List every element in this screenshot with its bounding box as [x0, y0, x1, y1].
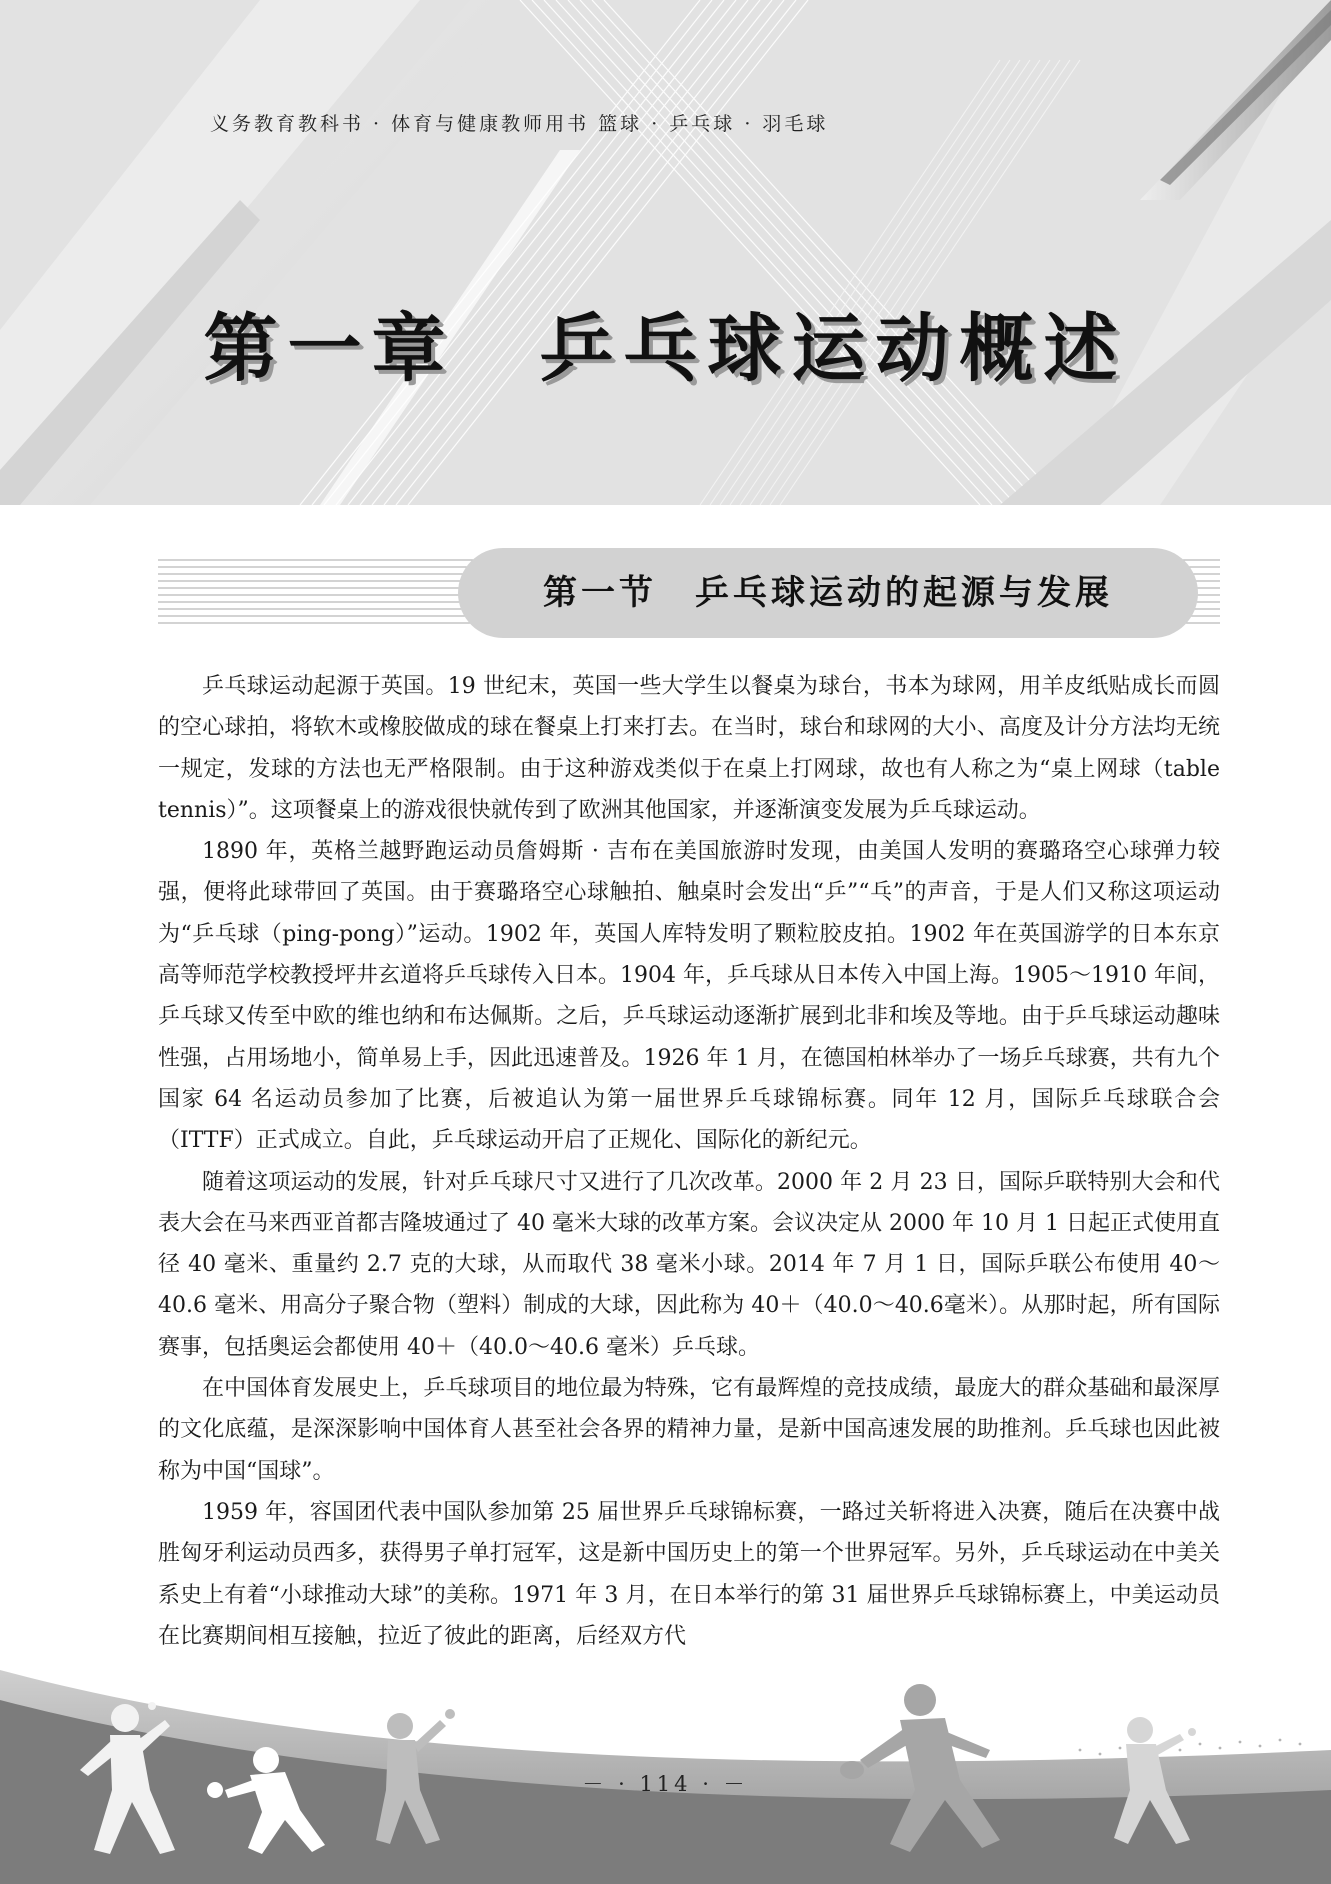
- banner-decoration: [0, 0, 1331, 505]
- section-heading-band: [158, 548, 1220, 638]
- body-text: [158, 666, 1220, 1657]
- section-title: 第一节 乒乓球运动的起源与发展: [543, 573, 1113, 613]
- paragraph: 在中国体育发展史上，乒乓球项目的地位最为特殊，它有最辉煌的竞技成绩，最庞大的群众基础和最深厚的文化底蕴，是深深影响中国体育人甚至社会各界的精神力量，是新中国高速发展的助推剂。乒乓球也因此被称为中国“国球”。: [158, 1376, 1220, 1484]
- page-number: － · 114 · －: [582, 1772, 749, 1796]
- paragraph: 1959 年，容国团代表中国队参加第 25 届世界乒乓球锦标赛，一路过关斩将进入决赛，随后在决赛中战胜匈牙利运动员西多，获得男子单打冠军，这是新中国历史上的第一个世界冠军。另外，乒乓球运动在中美关系史上有着“小球推动大球”的美称。1971 年 3 月，在日本举行的第 31 届世界乒乓球锦标赛上，中美运动员在比赛期间相互接触，拉近了彼此的距离，后经双方代: [158, 1499, 1220, 1649]
- paragraph: 乒乓球运动起源于英国。19 世纪末，英国一些大学生以餐桌为球台，书本为球网，用羊皮纸贴成长而圆的空心球拍，将软木或橡胶做成的球在餐桌上打来打去。在当时，球台和球网的大小、高度及计分方法均无统一规定，发球的方法也无严格限制。由于这种游戏类似于在桌上打网球，故也有人称之为“桌上网球（table tennis）”。这项餐桌上的游戏很快就传到了欧洲其他国家，并逐渐演变发展为乒乓球运动。: [158, 674, 1220, 823]
- paragraph: 1890 年，英格兰越野跑运动员詹姆斯 · 吉布在美国旅游时发现，由美国人发明的赛璐珞空心球弹力较强，便将此球带回了英国。由于赛璐珞空心球触拍、触桌时会发出“乒”“乓”的声音，于是人们又称这项运动为“乒乓球（ping-pong）”运动。1902 年，英国人库特发明了颗粒胶皮拍。1902 年在英国游学的日本东京高等师范学校教授坪井玄道将乒乓球传入日本。1904 年，乒乓球从日本传入中国上海。1905～1910 年间，乒乓球又传至中欧的维也纳和布达佩斯。之后，乒乓球运动逐渐扩展到北非和埃及等地。由于乒乓球运动趣味性强，占用场地小，简单易上手，因此迅速普及。1926 年 1 月，在德国柏林举办了一场乒乓球赛，共有九个国家 64 名运动员参加了比赛，后被追认为第一届世界乒乓球锦标赛。同年 12 月，国际乒乓球联合会（ITTF）正式成立。自此，乒乓球运动开启了正规化、国际化的新纪元。: [158, 839, 1220, 1154]
- chapter-title: 第一章 乒乓球运动概述: [203, 306, 1128, 392]
- running-header: 义务教育教科书 · 体育与健康教师用书 篮球 · 乒乓球 · 羽毛球: [210, 113, 829, 135]
- footer-athletes-illustration: [0, 1640, 1331, 1884]
- footer-decoration: [0, 1640, 1331, 1884]
- chapter-banner: [0, 0, 1331, 505]
- paragraph: 随着这项运动的发展，针对乒乓球尺寸又进行了几次改革。2000 年 2 月 23 日，国际乒联特别大会和代表大会在马来西亚首都吉隆坡通过了 40 毫米大球的改革方案。会议决定从 2000 年 10 月 1 日起正式使用直径 40 毫米、重量约 2.7 克的大球，从而取代 38 毫米小球。2014 年 7 月 1 日，国际乒联公布使用 40～40.6 毫米、用高分子聚合物（塑料）制成的大球，因此称为 40＋（40.0～40.6毫米）。从那时起，所有国际赛事，包括奥运会都使用 40＋（40.0～40.6 毫米）乒乓球。: [158, 1169, 1220, 1360]
